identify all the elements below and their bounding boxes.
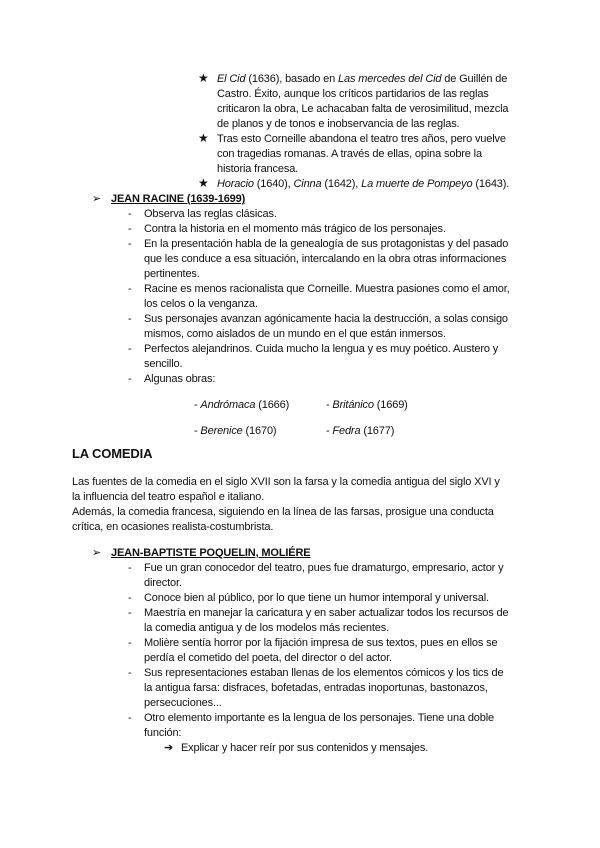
dash-bullet: - xyxy=(128,667,132,679)
racine-item-7: Algunas obras: xyxy=(144,373,216,385)
moliere-item-5-line-2: la antigua farsa: disfraces, bofetadas, entradas inoportunas, bastonazos, xyxy=(144,682,488,694)
moliere-sub-item: Explicar y hacer reír por sus contenidos y mensajes. xyxy=(181,742,429,754)
star-bullet-icon: ★ xyxy=(198,176,209,190)
moliere-item-6-line-1: Otro elemento importante es la lengua de los personajes. Tiene una doble xyxy=(144,712,494,724)
racine-item-2: Contra la historia en el momento más trágico de los personajes. xyxy=(144,223,446,235)
moliere-item-2: Conoce bien al público, por lo que tiene un humor intemporal y universal. xyxy=(144,592,489,604)
racine-item-3-line-3: pertinentes. xyxy=(144,268,200,280)
moliere-item-5-line-3: persecuciones... xyxy=(144,697,222,709)
comedia-paragraph-line-1: Las fuentes de la comedia en el siglo XVII son la farsa y la comedia antigua del siglo XVI y xyxy=(72,476,500,488)
comedia-paragraph-line-2: la influencia del teatro español e italiano. xyxy=(72,491,265,503)
moliere-item-6-line-2: función: xyxy=(144,727,182,739)
racine-item-4-line-1: Racine es menos racionalista que Corneille. Muestra pasiones como el amor, xyxy=(144,283,510,295)
racine-work-4: - Fedra (1677) xyxy=(326,425,395,437)
corneille-bullet-2-line-1: Tras esto Corneille abandona el teatro tres años, pero vuelve xyxy=(217,133,506,145)
dash-bullet: - xyxy=(128,637,132,649)
dash-bullet: - xyxy=(128,712,132,724)
racine-work-3: - Berenice (1670) xyxy=(194,425,277,437)
star-bullet-icon: ★ xyxy=(198,71,209,85)
racine-item-5-line-1: Sus personajes avanzan agónicamente hacia la destrucción, a solas consigo xyxy=(144,313,508,325)
corneille-bullet-1-line-3: criticaron la obra, Le achacaban falta de verosimilitud, mezcla xyxy=(217,103,509,115)
arrow-right-icon: ➔ xyxy=(164,742,174,754)
dash-bullet: - xyxy=(128,313,132,325)
racine-item-1: Observa las reglas clásicas. xyxy=(144,208,277,220)
comedia-heading: LA COMEDIA xyxy=(72,446,153,461)
dash-bullet: - xyxy=(128,208,132,220)
racine-item-6-line-2: sencillo. xyxy=(144,358,183,370)
dash-bullet: - xyxy=(128,592,132,604)
corneille-bullet-1-line-4: de planos y de tonos e inobservancia de las reglas. xyxy=(217,118,460,130)
moliere-item-4-line-1: Molière sentía horror por la fijación impresa de sus textos, pues en ellos se xyxy=(144,637,498,649)
racine-work-2: - Británico (1669) xyxy=(326,399,408,411)
arrowhead-bullet-icon: ➢ xyxy=(92,547,102,559)
corneille-bullet-2-line-3: historia francesa. xyxy=(217,163,299,175)
comedia-paragraph-line-4: crítica, en ocasiones realista-costumbrista. xyxy=(72,521,274,533)
arrowhead-bullet-icon: ➢ xyxy=(92,193,102,205)
moliere-item-1-line-2: director. xyxy=(144,577,182,589)
racine-item-3-line-1: En la presentación habla de la genealogía de sus protagonistas y del pasado xyxy=(144,238,509,250)
moliere-item-4-line-2: perdía el cometido del poeta, del director o del actor. xyxy=(144,652,392,664)
racine-item-6-line-1: Perfectos alejandrinos. Cuida mucho la lengua y es muy poético. Austero y xyxy=(144,343,499,355)
moliere-item-1-line-1: Fue un gran conocedor del teatro, pues fue dramaturgo, empresario, actor y xyxy=(144,562,504,574)
racine-heading: JEAN RACINE (1639-1699) xyxy=(111,193,246,205)
racine-item-4-line-2: los celos o la venganza. xyxy=(144,298,258,310)
corneille-bullet-1-line-2: Castro. Éxito, aunque los críticos partidarios de las reglas xyxy=(217,88,489,100)
racine-item-3-line-2: que les conduce a esa situación, intercalando en la obra otras informaciones xyxy=(144,253,507,265)
corneille-bullet-1-line-1: El Cid (1636), basado en Las mercedes del Cid de Guillén de xyxy=(217,73,508,85)
racine-work-1: - Andrómaca (1666) xyxy=(194,399,290,411)
corneille-bullet-3: Horacio (1640), Cinna (1642), La muerte de Pompeyo (1643). xyxy=(217,178,510,190)
moliere-item-3-line-1: Maestría en manejar la caricatura y en saber actualizar todos los recursos de xyxy=(144,607,509,619)
dash-bullet: - xyxy=(128,373,132,385)
moliere-item-3-line-2: la comedia antigua y de los modelos más recientes. xyxy=(144,622,390,634)
moliere-item-5-line-1: Sus representaciones estaban llenas de los elementos cómicos y los tics de xyxy=(144,667,504,679)
racine-item-5-line-2: mismos, como aislados de un mundo en el que están inmersos. xyxy=(144,328,446,340)
dash-bullet: - xyxy=(128,238,132,250)
dash-bullet: - xyxy=(128,607,132,619)
moliere-heading: JEAN-BAPTISTE POQUELIN, MOLIÉRE xyxy=(111,547,311,559)
dash-bullet: - xyxy=(128,223,132,235)
dash-bullet: - xyxy=(128,343,132,355)
dash-bullet: - xyxy=(128,283,132,295)
star-bullet-icon: ★ xyxy=(198,131,209,145)
corneille-bullet-2-line-2: con tragedias romanas. A través de ellas, opina sobre la xyxy=(217,148,482,160)
comedia-paragraph-line-3: Además, la comedia francesa, siguiendo en la línea de las farsas, prosigue una conducta xyxy=(72,506,494,518)
dash-bullet: - xyxy=(128,562,132,574)
